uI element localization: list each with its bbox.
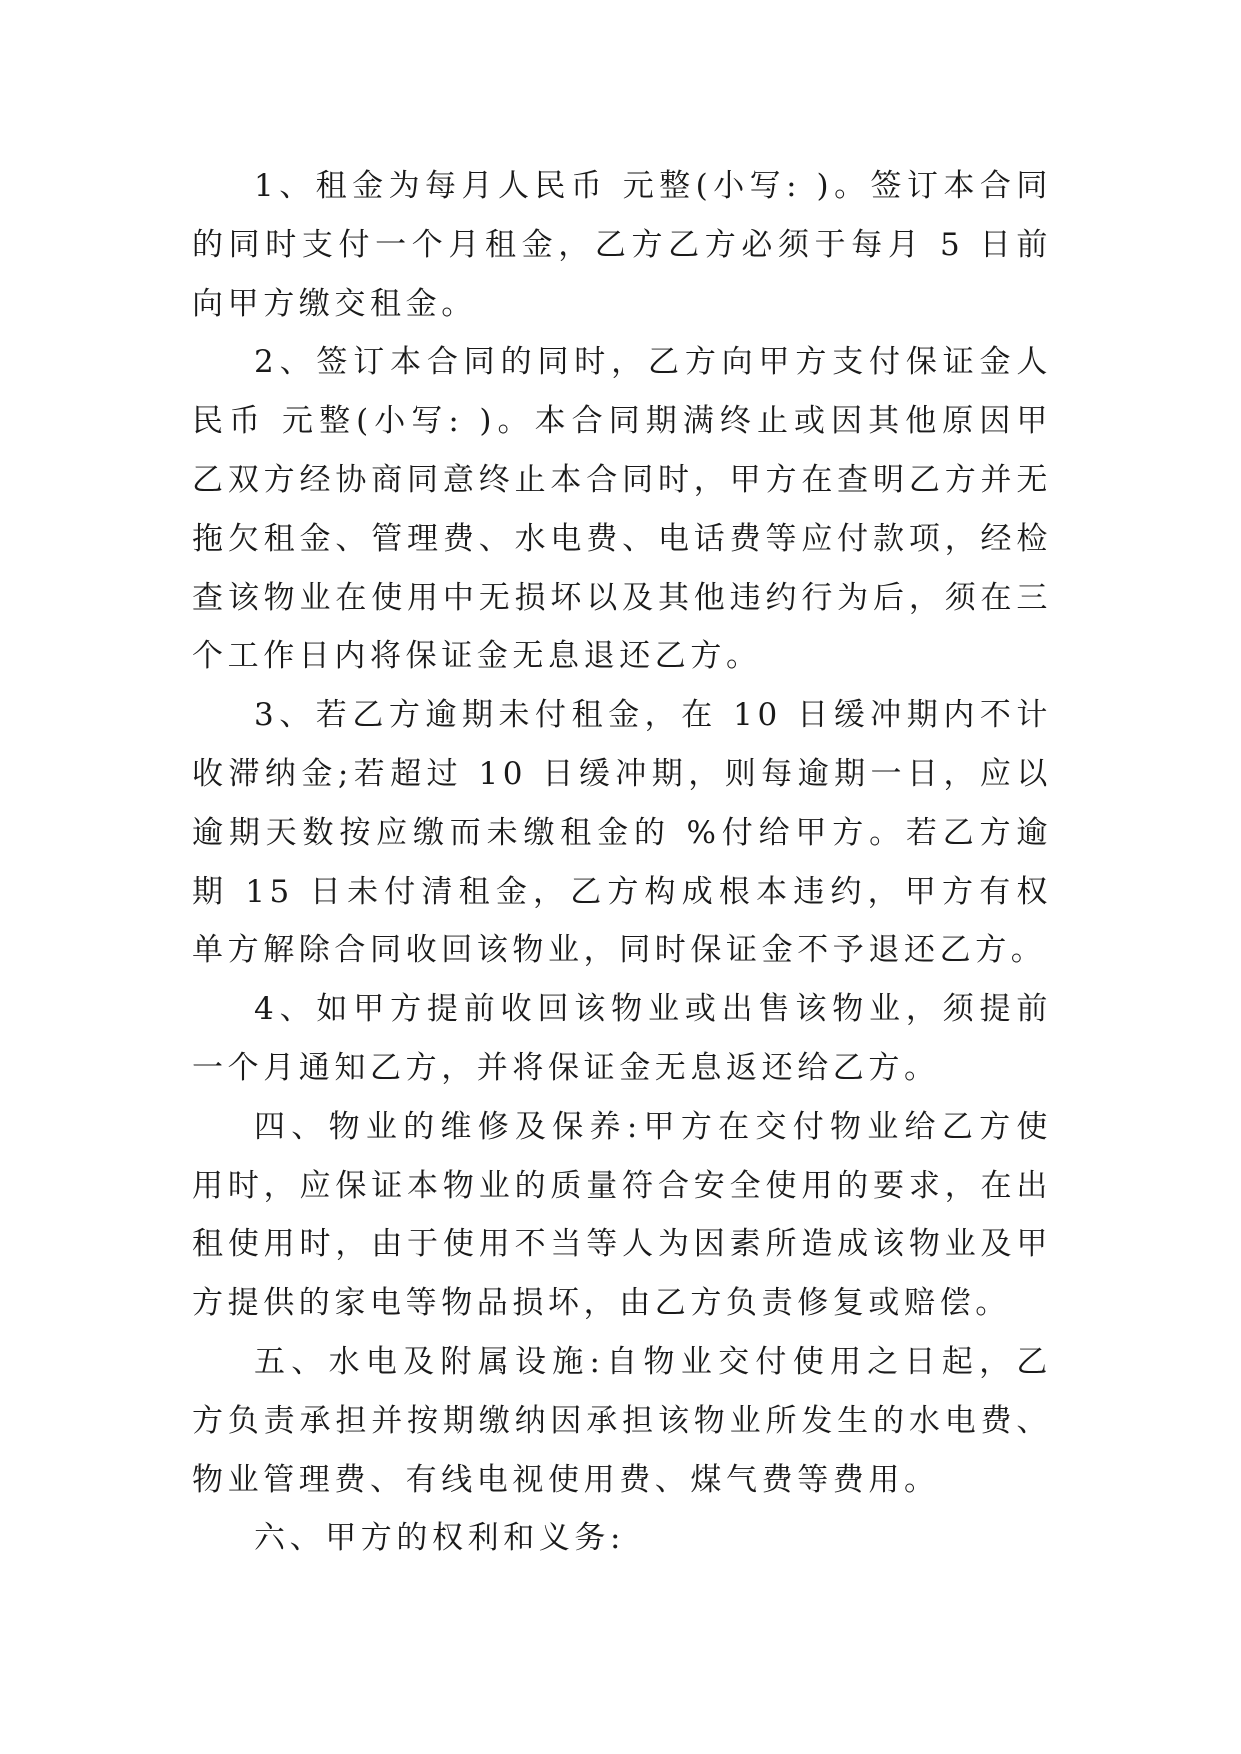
paragraph-maintenance: 四、物业的维修及保养:甲方在交付物业给乙方使用时，应保证本物业的质量符合安全使用的要求，在出租使用时，由于使用不当等人为因素所造成该物业及甲方提供的家电等物品损坏，由乙方负责修复或赔偿。 bbox=[192, 1108, 1052, 1322]
paragraph-rent: 1、租金为每月人民币 元整(小写: )。签订本合同的同时支付一个月租金，乙方乙方必须于每月 5 日前向甲方缴交租金。 bbox=[192, 168, 1052, 322]
paragraph-deposit: 2、签订本合同的同时，乙方向甲方支付保证金人民币 元整(小写: )。本合同期满终止或因其他原因甲乙双方经协商同意终止本合同时，甲方在查明乙方并无拖欠租金、管理费、水电费、电话费等应付款项，经检查该物业在使用中无损坏以及其他违约行为后，须在三个工作日内将保证金无息退还乙方。 bbox=[192, 344, 1052, 675]
paragraph-late-payment: 3、若乙方逾期未付租金，在 10 日缓冲期内不计收滞纳金;若超过 10 日缓冲期，则每逾期一日，应以逾期天数按应缴而未缴租金的 %付给甲方。若乙方逾期 15 日未付清租金，乙方构成根本违约，甲方有权单方解除合同收回该物业，同时保证金不予退还乙方。 bbox=[192, 697, 1052, 969]
paragraph-utilities: 五、水电及附属设施:自物业交付使用之日起，乙方负责承担并按期缴纳因承担该物业所发生的水电费、物业管理费、有线电视使用费、煤气费等费用。 bbox=[192, 1343, 1052, 1498]
document-body bbox=[192, 157, 1052, 1568]
paragraph-party-a-rights: 六、甲方的权利和义务: bbox=[254, 1520, 626, 1557]
paragraph-early-termination: 4、如甲方提前收回该物业或出售该物业，须提前一个月通知乙方，并将保证金无息返还给乙方。 bbox=[192, 991, 1052, 1086]
